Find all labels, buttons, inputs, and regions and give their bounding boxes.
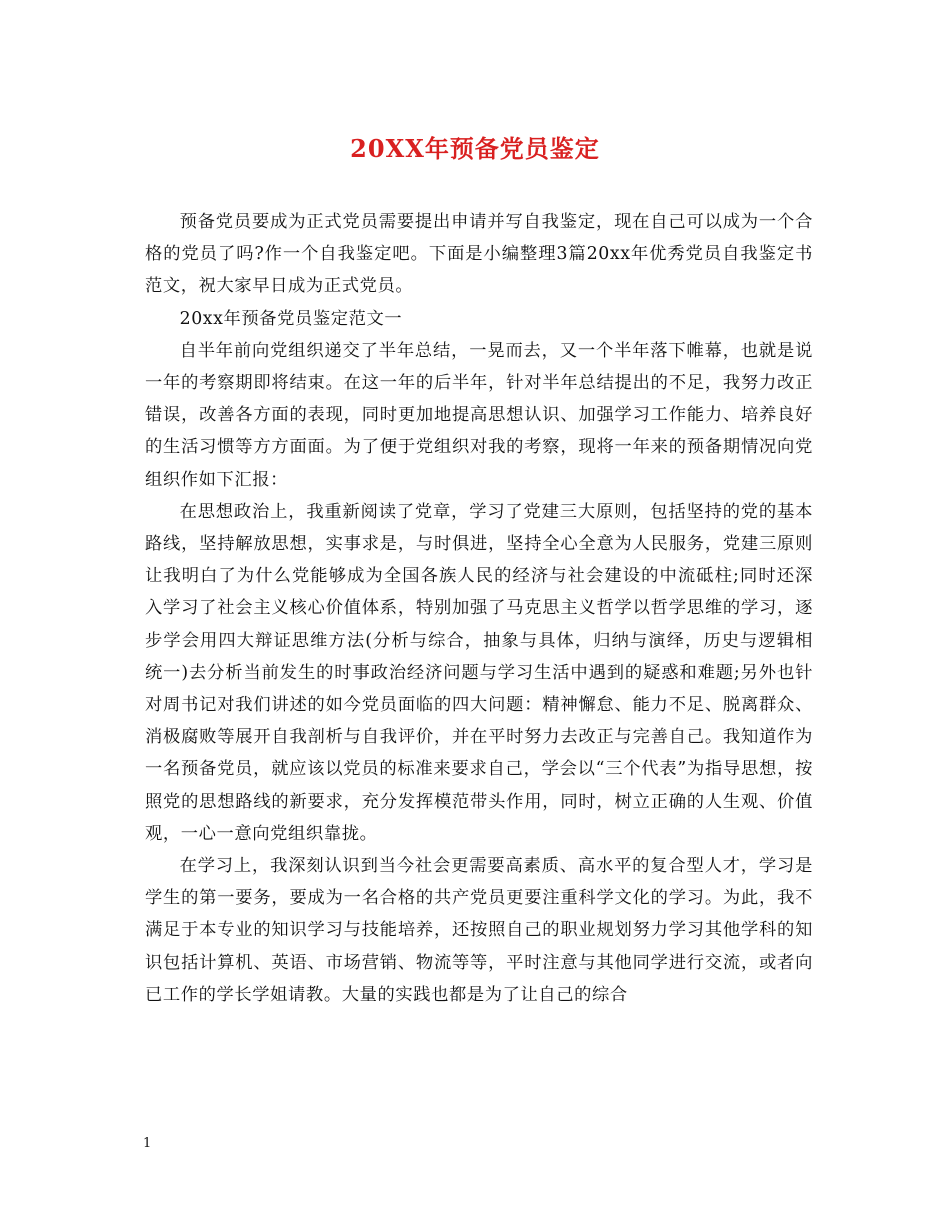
page-number: 1 bbox=[143, 1136, 152, 1151]
paragraph-study: 在学习上，我深刻认识到当今社会更需要高素质、高水平的复合型人才，学习是学生的第一要务，要成为一名合格的共产党员更要注重科学文化的学习。为此，我不满足于本专业的知识学习与技能培养，还按照自己的职业规划努力学习其他学科的知识包括计算机、英语、市场营销、物流等等，平时注意与其他同学进行交流，或者向已工作的学长学姐请教。大量的实践也都是为了让自己的综合 bbox=[145, 856, 813, 1005]
document-title: 20XX年预备党员鉴定 bbox=[350, 134, 600, 163]
paragraph-intro: 预备党员要成为正式党员需要提出申请并写自我鉴定，现在自己可以成为一个合格的党员了吗?作一个自我鉴定吧。下面是小编整理3篇20xx年优秀党员自我鉴定书范文，祝大家早日成为正式党员。 bbox=[145, 212, 813, 297]
paragraph-summary: 自半年前向党组织递交了半年总结，一晃而去，又一个半年落下帷幕，也就是说一年的考察期即将结束。在这一年的后半年，针对半年总结提出的不足，我努力改正错误，改善各方面的表现，同时更加地提高思想认识、加强学习工作能力、培养良好的生活习惯等方方面面。为了便于党组织对我的考察，现将一年来的预备期情况向党组织作如下汇报： bbox=[145, 340, 813, 490]
paragraph-ideology: 在思想政治上，我重新阅读了党章，学习了党建三大原则，包括坚持的党的基本路线，坚持解放思想，实事求是，与时俱进，坚持全心全意为人民服务，党建三原则让我明白了为什么党能够成为全国各族人民的经济与社会建设的中流砥柱;同时还深入学习了社会主义核心价值体系，特别加强了马克思主义哲学以哲学思维的学习，逐步学会用四大辩证思维方法(分析与综合，抽象与具体，归纳与演绎，历史与逻辑相统一)去分析当前发生的时事政治经济问题与学习生活中遇到的疑惑和难题;另外也针对周书记对我们讲述的如今党员面临的四大问题：精神懈怠、能力不足、脱离群众、消极腐败等展开自我剖析与自我评价，并在平时努力去改正与完善自己。我知道作为一名预备党员，就应该以党员的标准来要求自己，学会以“三个代表”为指导思想，按照党的思想路线的新要求，充分发挥模范带头作用，同时，树立正确的人生观、价值观，一心一意向党组织靠拢。 bbox=[145, 501, 813, 844]
document-body bbox=[145, 206, 813, 1011]
paragraph-section-heading: 20xx年预备党员鉴定范文一 bbox=[179, 308, 403, 329]
